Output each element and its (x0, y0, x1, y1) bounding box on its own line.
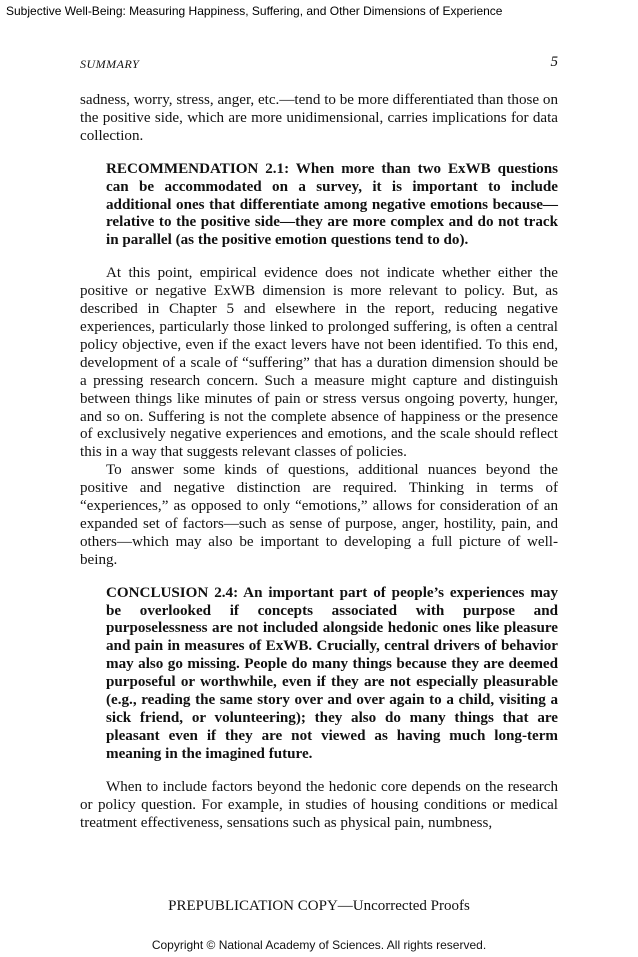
copyright-notice: Copyright © National Academy of Sciences. All rights reserved. (151, 938, 487, 952)
document-title-bar: Subjective Well-Being: Measuring Happiness, Suffering, and Other Dimensions of Experience (6, 4, 503, 18)
paragraph-continuation: sadness, worry, stress, anger, etc.—tend to be more differentiated than those on the positive side, which are more unidimensional, carries implications for data collection. (80, 92, 558, 144)
page-body (80, 92, 558, 832)
paragraph-nuances: To answer some kinds of questions, additional nuances beyond the positive and negative distinction are required. Thinking in terms of “experiences,” as opposed to only “emotions,” allows for consideration of an expanded set of factors—such as sense of purpose, anger, hostility, pain, and others—which may also be important to developing a full picture of well-being. (80, 462, 558, 568)
paragraph-hedonic-core: When to include factors beyond the hedonic core depends on the research or policy question. For example, in studies of housing conditions or medical treatment effectiveness, sensations such as physical pain, numbness, (80, 778, 558, 831)
paragraph-suffering: At this point, empirical evidence does not indicate whether either the positive or negative ExWB dimension is more relevant to policy. But, as described in Chapter 5 and elsewhere in the report, reducing negative experiences, particularly those linked to prolonged suffering, is often a central policy objective, even if the exact levers have not been identified. To this end, development of a scale of “suffering” that has a duration dimension should be a pressing research concern. Such a measure might capture and distinguish between things like minutes of pain or stress versus ongoing poverty, hunger, and so on. Suffering is not the complete absence of happiness or the presence of exclusively negative experiences and emotions, and the scale should reflect this in a way that suggests relevant classes of policies. (80, 265, 558, 461)
conclusion-box (106, 585, 558, 764)
running-head: SUMMARY (80, 57, 140, 71)
prepublication-footer: PREPUBLICATION COPY—Uncorrected Proofs (168, 898, 470, 914)
conclusion-text: CONCLUSION 2.4: An important part of people’s experiences may be overlooked if concepts associated with purpose and purposelessness are not included alongside hedonic ones like pleasure and pain in measures of ExWB. Crucially, central drivers of behavior may also go missing. People do many things because they are deemed purposeful or worthwhile, even if they are not especially pleasurable (e.g., reading the same story over and over again to a child, visiting a sick friend, or volunteering); they also do many things that are pleasant even if they are not viewed as having much long-term meaning in the imagined future. (106, 584, 558, 762)
recommendation-box (106, 161, 558, 251)
page-number: 5 (550, 54, 558, 70)
recommendation-text: RECOMMENDATION 2.1: When more than two ExWB questions can be accommodated on a survey, it is important to include additional ones that differentiate among negative emotions because—relative to the positive side—they are more complex and do not track in parallel (as the positive emotion questions tend to do). (106, 160, 558, 249)
